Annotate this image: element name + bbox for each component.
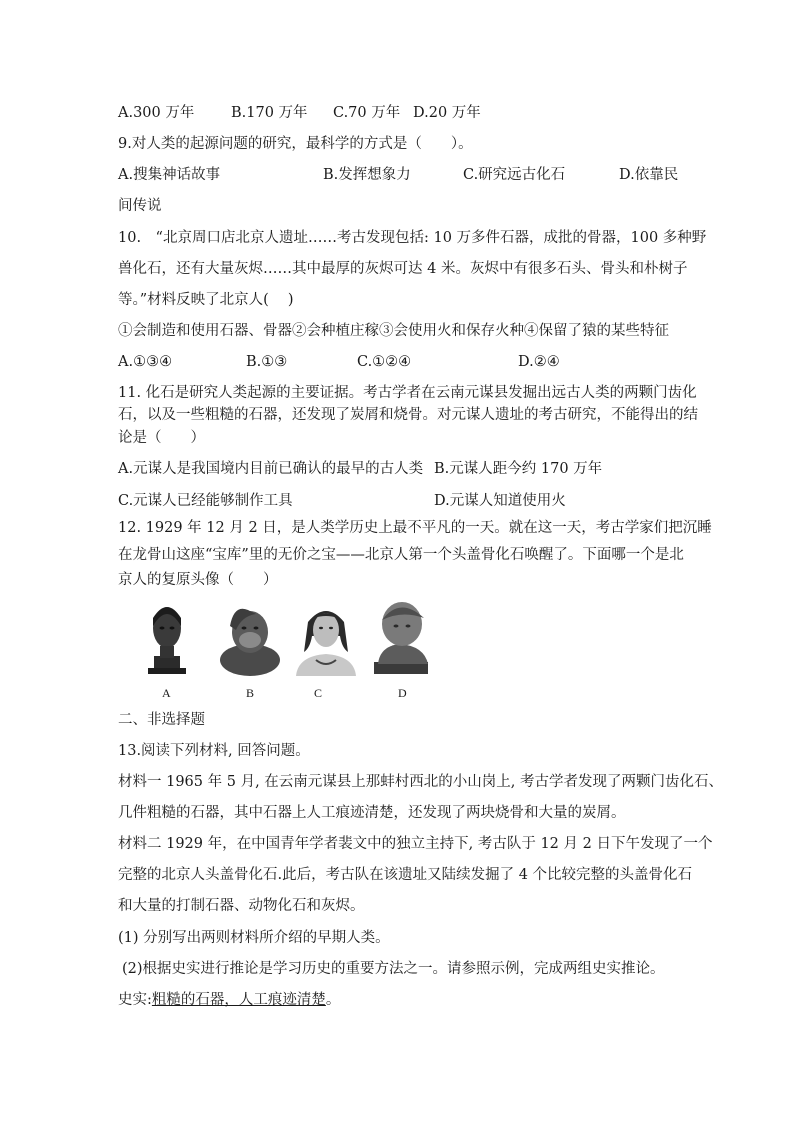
q9-option-d: D.依靠民 [619, 167, 679, 183]
q9-option-a: A.搜集神话故事 [118, 167, 221, 183]
q13-material-1-line-1: 材料一 1965 年 5 月, 在云南元谋县上那蚌村西北的小山岗上, 考古学者发现了两颗门齿化石、 [118, 774, 723, 790]
q13-intro: 13.阅读下列材料, 回答问题。 [118, 743, 310, 759]
head-a-image [148, 607, 186, 674]
figure-label-a: A [162, 686, 171, 700]
q10-option-d: D.②④ [518, 354, 560, 370]
q10-option-a: A.①③④ [118, 354, 173, 370]
q11-stem-line-2: 石，以及一些粗糙的石器，还发现了炭屑和烧骨。对元谋人遗址的考古研究，不能得出的结 [118, 407, 698, 423]
q13-sub-question-1: (1) 分别写出两则材料所介绍的早期人类。 [118, 930, 390, 946]
q10-stem-line-1: 10. “北京周口店北京人遗址……考古发现包括: 10 万多件石器，成批的骨器，100 多种野 [118, 230, 707, 246]
q10-stem-line-3: 等。”材料反映了北京人( ) [118, 292, 294, 308]
head-b-image [220, 609, 280, 676]
fact-end: 。 [325, 992, 341, 1008]
q10-option-b: B.①③ [246, 354, 288, 370]
q12-stem-line-1: 12. 1929 年 12 月 2 日，是人类学历史上最不平凡的一天。就在这一天，考古学家们把沉睡 [118, 520, 712, 536]
head-d-image [374, 602, 428, 674]
q8-option-b: B.170 万年 [231, 105, 308, 121]
q10-option-c: C.①②④ [357, 354, 412, 370]
section-2-title: 二、非选择题 [118, 712, 205, 728]
figure-label-d: D [398, 686, 407, 700]
q11-stem-line-1: 11. 化石是研究人类起源的主要证据。考古学者在云南元谋县发掘出远古人类的两颗门齿化 [118, 385, 697, 401]
q12-stem-line-3: 京人的复原头像（ ） [118, 572, 278, 588]
q9-stem: 9.对人类的起源问题的研究，最科学的方式是（ ）。 [118, 136, 473, 152]
q12-stem-line-2: 在龙骨山这座“宝库”里的无价之宝——北京人第一个头盖骨化石唤醒了。下面哪一个是北 [118, 547, 684, 563]
fact-label: 史实: [118, 992, 152, 1008]
q13-material-2-line-1: 材料二 1929 年，在中国青年学者裴文中的独立主持下, 考古队于 12 月 2 日下午发现了一个 [118, 836, 713, 852]
q11-option-a: A.元谋人是我国境内目前已确认的最早的古人类 [118, 461, 424, 477]
q13-material-1-line-2: 几件粗糙的石器，其中石器上人工痕迹清楚，还发现了两块烧骨和大量的炭屑。 [118, 805, 626, 821]
figure-label-b: B [246, 686, 255, 700]
q8-option-a: A.300 万年 [118, 105, 195, 121]
q9-option-d-continuation: 间传说 [118, 198, 162, 214]
q10-stem-line-2: 兽化石，还有大量灰烬……其中最厚的灰烬可达 4 米。灰烬中有很多石头、骨头和朴树子 [118, 261, 688, 277]
q13-material-2-line-3: 和大量的打制石器、动物化石和灰烬。 [118, 898, 365, 914]
q9-option-c: C.研究远古化石 [463, 167, 566, 183]
fact-text: 粗糙的石器，人工痕迹清楚 [151, 992, 326, 1008]
q13-sub-question-2: (2)根据史实进行推论是学习历史的重要方法之一。请参照示例，完成两组史实推论。 [122, 961, 665, 977]
q11-option-d: D.元谋人知道使用火 [434, 493, 566, 509]
q13-material-2-line-2: 完整的北京人头盖骨化石.此后，考古队在该遗址又陆续发掘了 4 个比较完整的头盖骨化石 [118, 867, 693, 883]
q11-option-c: C.元谋人已经能够制作工具 [118, 493, 293, 509]
q12-head-figures [138, 596, 438, 700]
q9-option-b: B.发挥想象力 [323, 167, 411, 183]
q13-fact-line [118, 990, 340, 1010]
figure-label-c: C [314, 686, 323, 700]
q10-statements: ①会制造和使用石器、骨器②会种植庄稼③会使用火和保存火种④保留了猿的某些特征 [118, 323, 669, 339]
head-c-image [296, 611, 356, 676]
q8-option-c: C.70 万年 [333, 105, 401, 121]
q11-stem-line-3: 论是（ ） [118, 430, 205, 446]
q8-option-d: D.20 万年 [413, 105, 481, 121]
q11-option-b: B.元谋人距今约 170 万年 [434, 461, 603, 477]
